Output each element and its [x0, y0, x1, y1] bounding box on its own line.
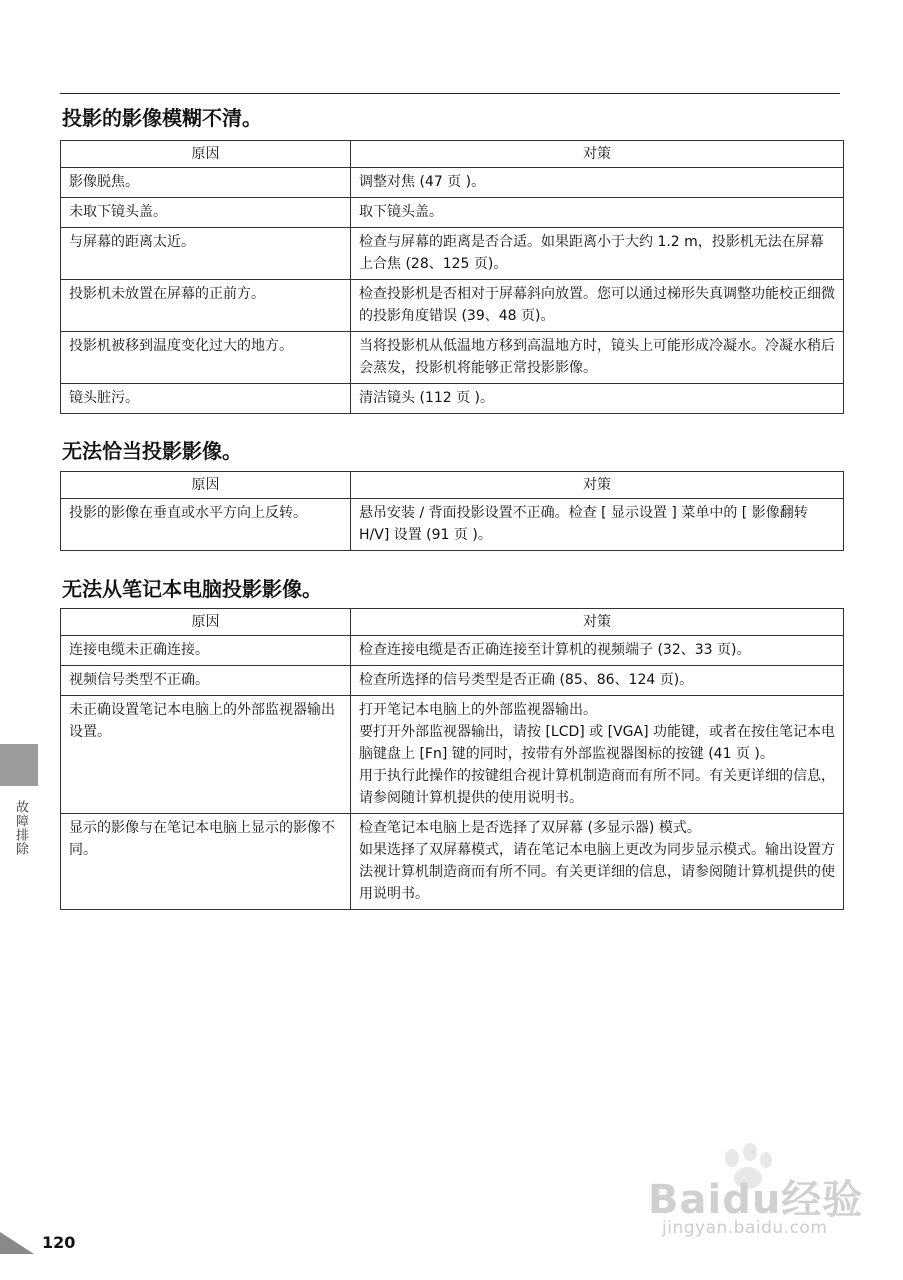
table-improper: [60, 471, 844, 551]
table-header-row: [61, 609, 844, 636]
watermark-url: jingyan.baidu.com: [662, 1218, 828, 1238]
remedy-text: 检查所选择的信号类型是否正确 (85、86、124 页)。: [359, 672, 694, 688]
remedy-text: 检查笔记本电脑上是否选择了双屏幕 (多显示器) 模式。: [359, 820, 701, 836]
header-remedy: 对策: [351, 472, 844, 499]
remedy-cell: [351, 499, 844, 551]
table-row: [61, 666, 844, 696]
table-row: [61, 332, 844, 384]
table-row: [61, 384, 844, 414]
remedy-text: 清洁镜头 (112 页 )。: [359, 390, 494, 406]
remedy-cell: [351, 228, 844, 280]
watermark-brand: Baidu经验: [648, 1177, 864, 1223]
remedy-text: 取下镜头盖。: [359, 204, 443, 220]
remedy-cell: [351, 198, 844, 228]
remedy-text: 检查连接电缆是否正确连接至计算机的视频端子 (32、33 页)。: [359, 642, 751, 658]
table-row: [61, 198, 844, 228]
cause-cell: 视频信号类型不正确。: [61, 666, 351, 696]
remedy-text: 检查投影机是否相对于屏幕斜向放置。您可以通过梯形失真调整功能校正细微的投影角度错误 (39、48 页)。: [359, 286, 835, 324]
remedy-text: 调整对焦 (47 页 )。: [359, 174, 486, 190]
side-label: 故障排除: [13, 800, 28, 856]
remedy-cell: [351, 168, 844, 198]
remedy-cell: [351, 332, 844, 384]
cause-cell: 影像脱焦。: [61, 168, 351, 198]
cause-cell: 未正确设置笔记本电脑上的外部监视器输出设置。: [61, 696, 351, 814]
cause-cell: 投影的影像在垂直或水平方向上反转。: [61, 499, 351, 551]
table-blurry: [60, 140, 844, 414]
section-title-laptop: 无法从笔记本电脑投影影像。: [62, 577, 322, 601]
table-laptop: [60, 608, 844, 910]
page-corner: [0, 1232, 34, 1254]
page-number: 120: [42, 1233, 76, 1252]
header-cause: 原因: [61, 609, 351, 636]
remedy-text: 用于执行此操作的按键组合视计算机制造商而有所不同。有关更详细的信息，请参阅随计算机提供的使用说明书。: [359, 768, 835, 806]
remedy-cell: [351, 696, 844, 814]
remedy-text: 悬吊安装 / 背面投影设置不正确。检查 [ 显示设置 ] 菜单中的 [ 影像翻转 H/V] 设置 (91 页 )。: [359, 505, 808, 543]
remedy-cell: [351, 636, 844, 666]
header-cause: 原因: [61, 141, 351, 168]
remedy-cell: [351, 384, 844, 414]
table-row: [61, 168, 844, 198]
cause-cell: 未取下镜头盖。: [61, 198, 351, 228]
table-header-row: [61, 472, 844, 499]
cause-cell: 投影机被移到温度变化过大的地方。: [61, 332, 351, 384]
cause-cell: 连接电缆未正确连接。: [61, 636, 351, 666]
cause-cell: 投影机未放置在屏幕的正前方。: [61, 280, 351, 332]
top-rule: [60, 93, 840, 94]
remedy-cell: [351, 280, 844, 332]
header-remedy: 对策: [351, 609, 844, 636]
remedy-text: 打开笔记本电脑上的外部监视器输出。: [359, 702, 597, 718]
cause-cell: 镜头脏污。: [61, 384, 351, 414]
table-row: [61, 696, 844, 814]
cause-cell: 显示的影像与在笔记本电脑上显示的影像不同。: [61, 814, 351, 910]
table-header-row: [61, 141, 844, 168]
table-row: [61, 499, 844, 551]
section-title-improper: 无法恰当投影影像。: [62, 439, 242, 463]
remedy-text: 检查与屏幕的距离是否合适。如果距离小于大约 1.2 m，投影机无法在屏幕上合焦 (28、125 页)。: [359, 234, 824, 272]
remedy-cell: [351, 814, 844, 910]
table-row: [61, 280, 844, 332]
table-row: [61, 636, 844, 666]
header-cause: 原因: [61, 472, 351, 499]
remedy-text: 要打开外部监视器输出，请按 [LCD] 或 [VGA] 功能键，或者在按住笔记本电脑键盘上 [Fn] 键的同时，按带有外部监视器图标的按键 (41 页 )。: [359, 724, 836, 762]
remedy-cell: [351, 666, 844, 696]
section-title-blurry: 投影的影像模糊不清。: [62, 106, 262, 130]
table-row: [61, 814, 844, 910]
table-row: [61, 228, 844, 280]
side-tab: [0, 744, 38, 786]
header-remedy: 对策: [351, 141, 844, 168]
cause-cell: 与屏幕的距离太近。: [61, 228, 351, 280]
remedy-text: 如果选择了双屏幕模式，请在笔记本电脑上更改为同步显示模式。输出设置方法视计算机制造商而有所不同。有关更详细的信息，请参阅随计算机提供的使用说明书。: [359, 842, 835, 902]
remedy-text: 当将投影机从低温地方移到高温地方时，镜头上可能形成冷凝水。冷凝水稍后会蒸发，投影机将能够正常投影影像。: [359, 338, 835, 376]
